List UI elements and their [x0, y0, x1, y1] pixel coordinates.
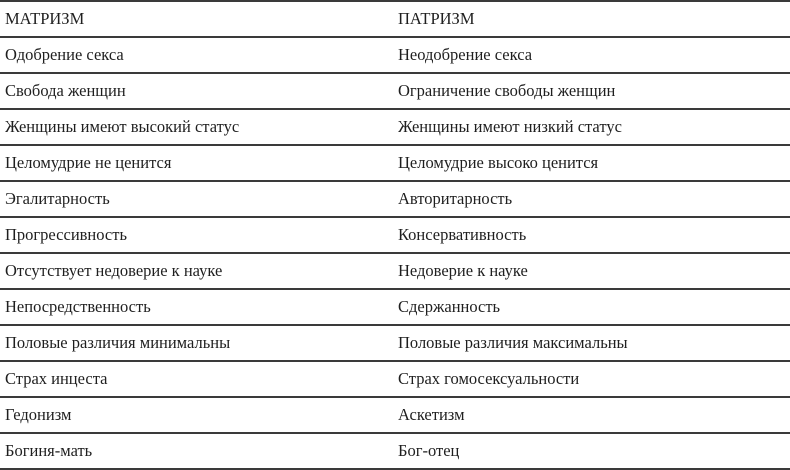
matrism-cell: Страх инцеста: [0, 361, 395, 397]
table-row: [0, 325, 790, 361]
matrism-cell: Отсутствует недоверие к науке: [0, 253, 395, 289]
patrism-cell: Авторитарность: [395, 181, 790, 217]
matrism-cell: Прогрессивность: [0, 217, 395, 253]
table-row: [0, 109, 790, 145]
matrism-cell: Эгалитарность: [0, 181, 395, 217]
table-row: [0, 37, 790, 73]
matrism-cell: Целомудрие не ценится: [0, 145, 395, 181]
patrism-cell: Половые различия максимальны: [395, 325, 790, 361]
table-row: [0, 433, 790, 469]
patrism-cell: Неодобрение секса: [395, 37, 790, 73]
patrism-cell: Консервативность: [395, 217, 790, 253]
table-row: [0, 361, 790, 397]
header-matrism: МАТРИЗМ: [0, 1, 395, 37]
patrism-cell: Целомудрие высоко ценится: [395, 145, 790, 181]
table-row: [0, 145, 790, 181]
patrism-cell: Женщины имеют низкий статус: [395, 109, 790, 145]
table-header-row: [0, 1, 790, 37]
table-row: [0, 181, 790, 217]
patrism-cell: Страх гомосексуальности: [395, 361, 790, 397]
patrism-cell: Бог-отец: [395, 433, 790, 469]
table-row: [0, 289, 790, 325]
matrism-cell: Богиня-мать: [0, 433, 395, 469]
matrism-cell: Половые различия минимальны: [0, 325, 395, 361]
matrism-cell: Гедонизм: [0, 397, 395, 433]
table-row: [0, 253, 790, 289]
patrism-cell: Сдержанность: [395, 289, 790, 325]
matrism-cell: Свобода женщин: [0, 73, 395, 109]
patrism-cell: Недоверие к науке: [395, 253, 790, 289]
header-patrism: ПАТРИЗМ: [395, 1, 790, 37]
table-row: [0, 397, 790, 433]
matrism-cell: Женщины имеют высокий статус: [0, 109, 395, 145]
matrism-cell: Непосредственность: [0, 289, 395, 325]
table-row: [0, 73, 790, 109]
patrism-cell: Ограничение свободы женщин: [395, 73, 790, 109]
matrism-cell: Одобрение секса: [0, 37, 395, 73]
patrism-cell: Аскетизм: [395, 397, 790, 433]
table-row: [0, 217, 790, 253]
